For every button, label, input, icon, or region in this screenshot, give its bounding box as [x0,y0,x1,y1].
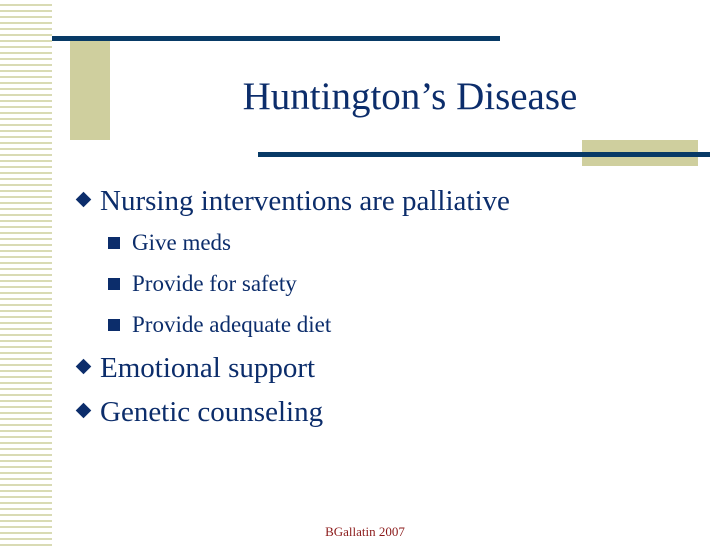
sub-bullet-list [106,228,696,340]
bullet-text: Emotional support [100,352,316,384]
square-bullet-icon [108,278,120,290]
sub-bullet-item [106,310,696,340]
slide-title: Huntington’s Disease [242,75,578,118]
square-bullet-icon [108,319,120,331]
bullet-text: Nursing interventions are palliative [100,185,510,217]
bullet-item [76,184,696,218]
bullet-list [76,184,696,439]
footer-credit: BGallatin 2007 [325,524,405,539]
sub-bullet-text: Provide for safety [132,271,297,296]
title-underline-rule [258,152,710,157]
striped-margin [0,0,52,546]
top-rule [52,36,500,41]
square-bullet-icon [108,237,120,249]
bullet-item [76,351,696,385]
sub-bullet-text: Give meds [132,230,232,255]
diamond-bullet-icon [76,192,92,208]
sub-bullet-item [106,228,696,258]
diamond-bullet-icon [76,359,92,375]
sub-bullet-item [106,269,696,299]
bullet-item [76,395,696,429]
sub-bullet-text: Provide adequate diet [132,312,332,337]
diamond-bullet-icon [76,403,92,419]
bullet-text: Genetic counseling [100,396,324,428]
accent-block-top [70,40,110,140]
